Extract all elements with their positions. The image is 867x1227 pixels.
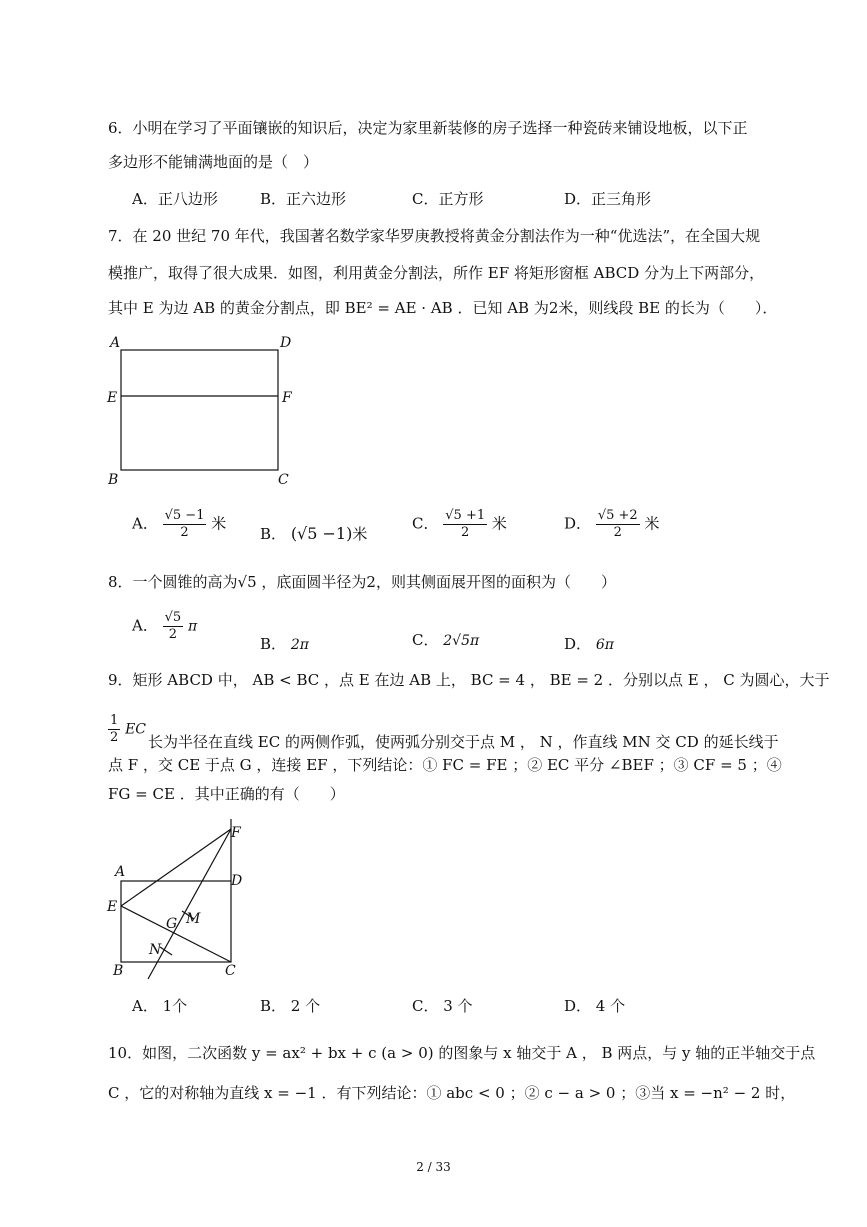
q7-option-d-den: 2 [613,525,622,540]
q9-half-den: 2 [110,730,119,745]
q9-option-d: D． 4 个 [564,997,626,1015]
q9-half-tail: EC [125,721,146,738]
q9-line1: 9．矩形 ABCD 中， AB < BC ，点 E 在边 AB 上， BC = 4 ， BE = 2 ．分别以点 E ， C 为圆心，大于 [108,671,830,689]
q7-option-a-unit: 米 [211,514,227,533]
q10-line1: 10．如图，二次函数 y = ax² + bx + c (a > 0) 的图象与 x 轴交于 A ， B 两点，与 y 轴的正半轴交于点 [108,1044,816,1062]
q8-line1: 8．一个圆锥的高为√5 ，底面圆半径为2，则其侧面展开图的面积为（ ） [108,573,616,591]
q9-half-fraction [108,713,120,746]
q9-half-num: 1 [110,713,119,728]
q9-label-d: D [231,873,243,889]
q9-line4: FG = CE ．其中正确的有（ ） [108,785,345,803]
q8-option-b-letter: B． [260,635,287,653]
q7-option-c-unit: 米 [491,514,507,533]
q6-option-c: C．正方形 [412,190,484,208]
q7-option-d-letter: D． [564,514,592,533]
page-number: 2 / 33 [416,1160,451,1174]
q8-option-d [564,634,614,655]
q7-option-a-letter: A． [132,514,158,533]
q9-label-m: M [186,911,201,927]
q7-option-c [412,508,507,541]
q8-option-a [132,610,197,643]
q8-option-b [260,634,309,655]
q7-option-b-unit: 米 [352,525,368,543]
q9-option-c: C． 3 个 [412,997,473,1015]
q7-option-d-num: √5 +2 [597,508,638,523]
q8-option-c-expr: 2√5π [443,633,480,649]
q7-option-d-unit: 米 [644,514,660,533]
q8-option-a-letter: A． [132,616,158,635]
q9-label-f: F [231,825,241,841]
q7-line2: 模推广，取得了很大成果．如图，利用黄金分割法，所作 EF 将矩形窗框 ABCD 分为上下两部分， [108,264,765,282]
q7-label-f: F [282,390,292,406]
q7-option-b-expr: (√5 −1) [290,524,353,543]
q6-line2: 多边形不能铺满地面的是（ ） [108,153,319,171]
q9-half-ec [108,713,146,746]
q9-option-a: A． 1个 [132,997,188,1015]
q10-line2: C ，它的对称轴为直线 x = −1 ．有下列结论：① abc < 0 ；② c − a > 0 ；③当 x = −n² − 2 时， [108,1084,796,1102]
q7-rectangle-figure [104,332,304,492]
q8-option-a-fraction [163,610,184,643]
q6-line1: 6．小明在学习了平面镶嵌的知识后，决定为家里新装修的房子选择一种瓷砖来铺设地板，以下正 [108,119,748,137]
q9-label-c: C [225,963,236,979]
q9-label-a: A [115,864,126,880]
q7-option-a-den: 2 [180,525,189,540]
q7-label-c: C [278,472,289,488]
q8-option-a-num: √5 [164,610,182,625]
q7-option-c-num: √5 +1 [445,508,486,523]
q8-option-d-expr: 6π [595,637,614,653]
q7-option-c-fraction [443,508,487,541]
q8-option-a-tail: π [187,618,198,635]
q8-option-b-expr: 2π [290,637,309,653]
q7-option-b-letter: B． [260,525,287,543]
q6-option-a: A．正八边形 [132,190,218,208]
q7-option-a [132,508,226,541]
q9-label-e: E [107,899,118,915]
q7-label-e: E [107,390,118,406]
q7-option-a-num: √5 −1 [164,508,205,523]
q9-rectangle-figure [104,815,264,985]
q9-label-g: G [166,916,178,932]
q9-line2: 长为半径在直线 EC 的两侧作弧，使两弧分别交于点 M ， N ，作直线 MN 交 CD 的延长线于 [148,733,779,751]
q7-option-d [564,508,659,541]
q8-option-c-letter: C． [412,631,439,649]
q8-option-c [412,630,479,651]
q7-option-a-fraction [163,508,207,541]
q7-line1: 7．在 20 世纪 70 年代，我国著名数学家华罗庚教授将黄金分割法作为一种“优选法”，在全国大规 [108,227,761,245]
q7-option-b [260,524,367,544]
q7-label-d: D [280,335,292,351]
q7-line3: 其中 E 为边 AB 的黄金分割点，即 BE² = AE · AB ．已知 AB 为2米，则线段 BE 的长为（ ）． [108,299,778,317]
q7-option-c-letter: C． [412,514,439,533]
q6-option-b: B．正六边形 [260,190,347,208]
q9-line3: 点 F ，交 CE 于点 G ，连接 EF ，下列结论：① FC = FE ；② EC 平分 ∠BEF ；③ CF = 5 ；④ [108,756,782,774]
q7-option-d-fraction [596,508,640,541]
q9-option-b: B． 2 个 [260,997,321,1015]
q6-option-d: D．正三角形 [564,190,652,208]
q9-label-n: N [149,942,162,958]
q8-option-a-den: 2 [168,627,178,642]
q7-label-a: A [110,335,121,351]
q8-option-d-letter: D． [564,635,592,653]
q7-option-c-den: 2 [461,525,470,540]
q9-label-b: B [113,963,124,979]
q7-label-b: B [108,472,119,488]
